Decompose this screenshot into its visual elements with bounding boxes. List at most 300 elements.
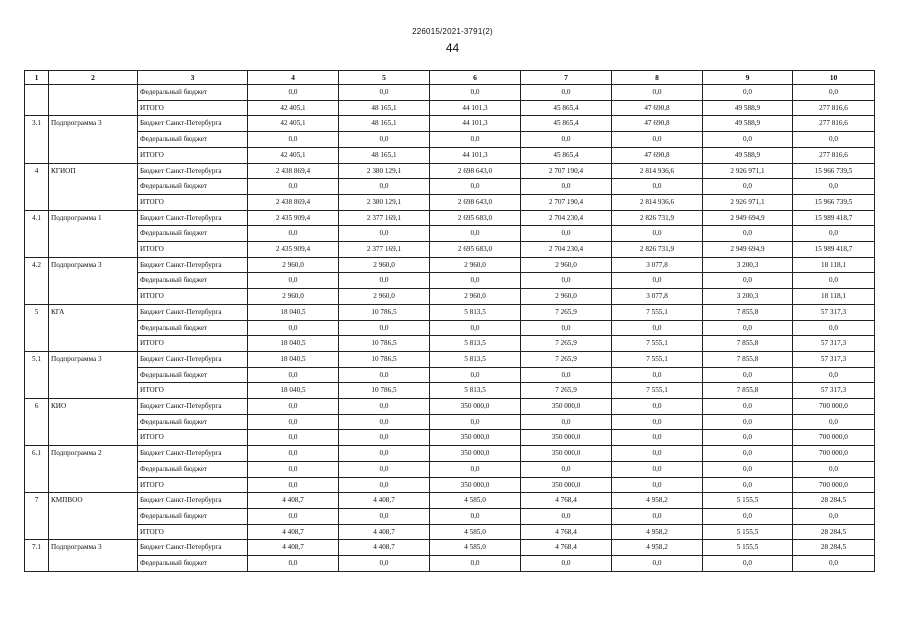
table-row (25, 194, 875, 210)
amount-cell: 0,0 (248, 399, 339, 415)
funding-source-cell: Бюджет Санкт-Петербурга (138, 540, 248, 556)
funding-source-cell: ИТОГО (138, 100, 248, 116)
amount-cell: 0,0 (430, 556, 521, 572)
amount-cell: 4 768,4 (521, 493, 612, 509)
amount-cell: 0,0 (339, 430, 430, 446)
amount-cell: 2 814 936,6 (612, 194, 703, 210)
amount-cell: 277 816,6 (793, 147, 875, 163)
amount-cell: 0,0 (248, 367, 339, 383)
amount-cell: 18 118,1 (793, 289, 875, 305)
amount-cell: 4 408,7 (339, 493, 430, 509)
program-name-cell: КГИОП (49, 163, 138, 210)
amount-cell: 350 000,0 (521, 477, 612, 493)
amount-cell: 2 960,0 (339, 257, 430, 273)
amount-cell: 28 284,5 (793, 493, 875, 509)
amount-cell: 0,0 (248, 430, 339, 446)
amount-cell: 350 000,0 (521, 430, 612, 446)
amount-cell: 7 555,1 (612, 304, 703, 320)
amount-cell: 0,0 (339, 446, 430, 462)
table-row (25, 289, 875, 305)
amount-cell: 350 000,0 (430, 399, 521, 415)
amount-cell: 0,0 (339, 477, 430, 493)
amount-cell: 0,0 (703, 273, 793, 289)
table-row (25, 461, 875, 477)
amount-cell: 49 588,9 (703, 100, 793, 116)
amount-cell: 49 588,9 (703, 116, 793, 132)
funding-source-cell: Федеральный бюджет (138, 179, 248, 195)
amount-cell: 0,0 (248, 273, 339, 289)
amount-cell: 0,0 (521, 273, 612, 289)
funding-source-cell: Бюджет Санкт-Петербурга (138, 210, 248, 226)
amount-cell: 10 786,5 (339, 383, 430, 399)
funding-source-cell: Федеральный бюджет (138, 226, 248, 242)
program-name-cell: КГА (49, 304, 138, 351)
program-name-cell: Подпрограмма 3 (49, 351, 138, 398)
amount-cell: 350 000,0 (430, 430, 521, 446)
amount-cell: 0,0 (430, 508, 521, 524)
amount-cell: 42 405,1 (248, 147, 339, 163)
amount-cell: 28 284,5 (793, 524, 875, 540)
amount-cell: 350 000,0 (521, 399, 612, 415)
row-index-cell: 4 (25, 163, 49, 210)
amount-cell: 0,0 (521, 226, 612, 242)
amount-cell: 3 200,3 (703, 289, 793, 305)
amount-cell: 7 855,8 (703, 336, 793, 352)
amount-cell: 3 200,3 (703, 257, 793, 273)
amount-cell: 0,0 (703, 461, 793, 477)
row-index-cell: 6.1 (25, 446, 49, 493)
amount-cell: 18 040,5 (248, 351, 339, 367)
amount-cell: 15 989 418,7 (793, 210, 875, 226)
amount-cell: 2 435 909,4 (248, 210, 339, 226)
row-index-cell: 3.1 (25, 116, 49, 163)
amount-cell: 2 960,0 (521, 257, 612, 273)
amount-cell: 350 000,0 (430, 446, 521, 462)
amount-cell: 45 865,4 (521, 116, 612, 132)
amount-cell: 7 855,8 (703, 351, 793, 367)
amount-cell: 5 155,5 (703, 524, 793, 540)
amount-cell: 7 555,1 (612, 383, 703, 399)
table-row (25, 242, 875, 258)
row-index-cell: 5 (25, 304, 49, 351)
amount-cell: 277 816,6 (793, 116, 875, 132)
table-row (25, 132, 875, 148)
amount-cell: 2 949 694,9 (703, 242, 793, 258)
program-name-cell (49, 85, 138, 116)
amount-cell: 15 966 739,5 (793, 163, 875, 179)
amount-cell: 4 408,7 (248, 540, 339, 556)
amount-cell: 0,0 (793, 85, 875, 101)
amount-cell: 7 265,9 (521, 383, 612, 399)
amount-cell: 0,0 (521, 85, 612, 101)
row-index-cell: 7 (25, 493, 49, 540)
funding-source-cell: ИТОГО (138, 147, 248, 163)
amount-cell: 7 265,9 (521, 351, 612, 367)
amount-cell: 7 265,9 (521, 304, 612, 320)
funding-source-cell: Федеральный бюджет (138, 556, 248, 572)
amount-cell: 4 958,2 (612, 524, 703, 540)
amount-cell: 2 960,0 (248, 257, 339, 273)
amount-cell: 0,0 (248, 461, 339, 477)
amount-cell: 0,0 (612, 446, 703, 462)
table-row (25, 446, 875, 462)
amount-cell: 5 813,5 (430, 304, 521, 320)
amount-cell: 2 377 169,1 (339, 242, 430, 258)
amount-cell: 0,0 (793, 508, 875, 524)
amount-cell: 0,0 (248, 132, 339, 148)
amount-cell: 0,0 (703, 446, 793, 462)
amount-cell: 0,0 (612, 320, 703, 336)
table-row (25, 351, 875, 367)
amount-cell: 4 585,0 (430, 524, 521, 540)
amount-cell: 0,0 (248, 85, 339, 101)
funding-source-cell: ИТОГО (138, 336, 248, 352)
column-header: 5 (339, 71, 430, 85)
amount-cell: 57 317,3 (793, 304, 875, 320)
amount-cell: 4 585,0 (430, 540, 521, 556)
amount-cell: 0,0 (703, 320, 793, 336)
table-row (25, 508, 875, 524)
amount-cell: 48 165,1 (339, 100, 430, 116)
funding-source-cell: Бюджет Санкт-Петербурга (138, 351, 248, 367)
amount-cell: 0,0 (793, 367, 875, 383)
amount-cell: 0,0 (248, 446, 339, 462)
amount-cell: 0,0 (521, 461, 612, 477)
amount-cell: 0,0 (339, 508, 430, 524)
amount-cell: 0,0 (248, 179, 339, 195)
amount-cell: 350 000,0 (521, 446, 612, 462)
amount-cell: 0,0 (339, 556, 430, 572)
amount-cell: 10 786,5 (339, 351, 430, 367)
amount-cell: 2 814 936,6 (612, 163, 703, 179)
amount-cell: 2 707 190,4 (521, 194, 612, 210)
amount-cell: 7 555,1 (612, 336, 703, 352)
amount-cell: 0,0 (612, 226, 703, 242)
table-row (25, 147, 875, 163)
table-row (25, 257, 875, 273)
amount-cell: 0,0 (430, 367, 521, 383)
amount-cell: 0,0 (703, 132, 793, 148)
amount-cell: 0,0 (612, 399, 703, 415)
program-name-cell: КИО (49, 399, 138, 446)
table-row (25, 116, 875, 132)
amount-cell: 47 690,8 (612, 116, 703, 132)
amount-cell: 0,0 (339, 85, 430, 101)
funding-source-cell: Федеральный бюджет (138, 85, 248, 101)
row-index-cell: 5.1 (25, 351, 49, 398)
amount-cell: 44 101,3 (430, 100, 521, 116)
amount-cell: 0,0 (612, 414, 703, 430)
amount-cell: 0,0 (612, 461, 703, 477)
amount-cell: 0,0 (430, 273, 521, 289)
amount-cell: 18 040,5 (248, 383, 339, 399)
amount-cell: 0,0 (339, 367, 430, 383)
amount-cell: 57 317,3 (793, 383, 875, 399)
amount-cell: 0,0 (793, 556, 875, 572)
amount-cell: 2 380 129,1 (339, 163, 430, 179)
amount-cell: 0,0 (521, 179, 612, 195)
amount-cell: 0,0 (703, 414, 793, 430)
amount-cell: 0,0 (612, 179, 703, 195)
amount-cell: 18 040,5 (248, 336, 339, 352)
amount-cell: 0,0 (793, 226, 875, 242)
amount-cell: 0,0 (430, 461, 521, 477)
column-header: 1 (25, 71, 49, 85)
amount-cell: 47 690,8 (612, 100, 703, 116)
table-row (25, 399, 875, 415)
amount-cell: 2 960,0 (521, 289, 612, 305)
program-name-cell: Подпрограмма 3 (49, 540, 138, 571)
funding-source-cell: ИТОГО (138, 524, 248, 540)
amount-cell: 0,0 (703, 477, 793, 493)
table-row (25, 320, 875, 336)
table-header-row (25, 71, 875, 85)
column-header: 10 (793, 71, 875, 85)
funding-source-cell: Федеральный бюджет (138, 132, 248, 148)
amount-cell: 5 813,5 (430, 351, 521, 367)
program-name-cell: Подпрограмма 1 (49, 210, 138, 257)
amount-cell: 7 855,8 (703, 304, 793, 320)
amount-cell: 4 408,7 (339, 540, 430, 556)
amount-cell: 0,0 (703, 85, 793, 101)
amount-cell: 44 101,3 (430, 116, 521, 132)
amount-cell: 0,0 (339, 273, 430, 289)
table-row (25, 210, 875, 226)
amount-cell: 2 438 869,4 (248, 194, 339, 210)
amount-cell: 2 960,0 (430, 289, 521, 305)
amount-cell: 2 707 190,4 (521, 163, 612, 179)
amount-cell: 57 317,3 (793, 351, 875, 367)
amount-cell: 4 408,7 (248, 493, 339, 509)
amount-cell: 0,0 (521, 320, 612, 336)
amount-cell: 0,0 (248, 556, 339, 572)
amount-cell: 350 000,0 (430, 477, 521, 493)
amount-cell: 18 118,1 (793, 257, 875, 273)
amount-cell: 0,0 (339, 179, 430, 195)
amount-cell: 2 435 909,4 (248, 242, 339, 258)
amount-cell: 10 786,5 (339, 304, 430, 320)
amount-cell: 7 855,8 (703, 383, 793, 399)
funding-source-cell: Бюджет Санкт-Петербурга (138, 446, 248, 462)
amount-cell: 700 000,0 (793, 399, 875, 415)
row-index-cell: 7.1 (25, 540, 49, 571)
amount-cell: 0,0 (612, 556, 703, 572)
amount-cell: 2 960,0 (339, 289, 430, 305)
amount-cell: 2 377 169,1 (339, 210, 430, 226)
amount-cell: 45 865,4 (521, 100, 612, 116)
amount-cell: 10 786,5 (339, 336, 430, 352)
amount-cell: 0,0 (793, 414, 875, 430)
amount-cell: 0,0 (339, 399, 430, 415)
amount-cell: 0,0 (703, 508, 793, 524)
amount-cell: 2 695 683,0 (430, 242, 521, 258)
amount-cell: 5 813,5 (430, 336, 521, 352)
amount-cell: 0,0 (793, 320, 875, 336)
funding-source-cell: Федеральный бюджет (138, 367, 248, 383)
funding-source-cell: Федеральный бюджет (138, 508, 248, 524)
table-row (25, 85, 875, 101)
amount-cell: 7 555,1 (612, 351, 703, 367)
amount-cell: 277 816,6 (793, 100, 875, 116)
amount-cell: 0,0 (430, 85, 521, 101)
amount-cell: 0,0 (703, 226, 793, 242)
funding-source-cell: Бюджет Санкт-Петербурга (138, 399, 248, 415)
amount-cell: 7 265,9 (521, 336, 612, 352)
funding-source-cell: Федеральный бюджет (138, 320, 248, 336)
amount-cell: 0,0 (612, 508, 703, 524)
amount-cell: 0,0 (339, 226, 430, 242)
table-row (25, 226, 875, 242)
program-name-cell: Подпрограмма 2 (49, 446, 138, 493)
amount-cell: 4 768,4 (521, 524, 612, 540)
amount-cell: 18 040,5 (248, 304, 339, 320)
amount-cell: 2 438 869,4 (248, 163, 339, 179)
funding-source-cell: ИТОГО (138, 430, 248, 446)
amount-cell: 0,0 (521, 367, 612, 383)
budget-table (24, 70, 875, 572)
document-id: 226015/2021-3791(2) (412, 27, 493, 36)
amount-cell: 5 813,5 (430, 383, 521, 399)
table-row (25, 179, 875, 195)
amount-cell: 0,0 (793, 179, 875, 195)
amount-cell: 47 690,8 (612, 147, 703, 163)
amount-cell: 0,0 (793, 273, 875, 289)
amount-cell: 44 101,3 (430, 147, 521, 163)
amount-cell: 0,0 (339, 461, 430, 477)
amount-cell: 2 380 129,1 (339, 194, 430, 210)
table-row (25, 430, 875, 446)
amount-cell: 2 826 731,9 (612, 210, 703, 226)
table-row (25, 477, 875, 493)
amount-cell: 0,0 (430, 226, 521, 242)
amount-cell: 0,0 (612, 477, 703, 493)
page-number: 44 (445, 41, 460, 55)
amount-cell: 2 926 971,1 (703, 194, 793, 210)
amount-cell: 0,0 (521, 508, 612, 524)
table-row (25, 524, 875, 540)
column-header: 2 (49, 71, 138, 85)
amount-cell: 0,0 (248, 320, 339, 336)
amount-cell: 2 960,0 (248, 289, 339, 305)
table-row (25, 304, 875, 320)
amount-cell: 0,0 (612, 367, 703, 383)
funding-source-cell: Бюджет Санкт-Петербурга (138, 257, 248, 273)
funding-source-cell: Федеральный бюджет (138, 273, 248, 289)
amount-cell: 0,0 (703, 399, 793, 415)
amount-cell: 0,0 (430, 179, 521, 195)
amount-cell: 2 704 230,4 (521, 210, 612, 226)
table-row (25, 336, 875, 352)
program-name-cell: КМПВОО (49, 493, 138, 540)
table-row (25, 273, 875, 289)
amount-cell: 48 165,1 (339, 116, 430, 132)
amount-cell: 3 077,8 (612, 289, 703, 305)
table-row (25, 493, 875, 509)
amount-cell: 0,0 (248, 477, 339, 493)
amount-cell: 4 408,7 (339, 524, 430, 540)
column-header: 4 (248, 71, 339, 85)
column-header: 8 (612, 71, 703, 85)
amount-cell: 42 405,1 (248, 100, 339, 116)
amount-cell: 0,0 (339, 320, 430, 336)
amount-cell: 0,0 (612, 430, 703, 446)
amount-cell: 4 585,0 (430, 493, 521, 509)
amount-cell: 42 405,1 (248, 116, 339, 132)
amount-cell: 0,0 (521, 132, 612, 148)
program-name-cell: Подпрограмма 3 (49, 257, 138, 304)
amount-cell: 0,0 (703, 179, 793, 195)
table-row (25, 414, 875, 430)
amount-cell: 15 966 739,5 (793, 194, 875, 210)
amount-cell: 15 989 418,7 (793, 242, 875, 258)
amount-cell: 2 698 643,0 (430, 194, 521, 210)
amount-cell: 0,0 (521, 556, 612, 572)
table-row (25, 540, 875, 556)
amount-cell: 0,0 (248, 508, 339, 524)
funding-source-cell: Бюджет Санкт-Петербурга (138, 163, 248, 179)
amount-cell: 0,0 (339, 414, 430, 430)
amount-cell: 0,0 (793, 132, 875, 148)
funding-source-cell: ИТОГО (138, 194, 248, 210)
amount-cell: 0,0 (430, 414, 521, 430)
table-row (25, 383, 875, 399)
funding-source-cell: ИТОГО (138, 242, 248, 258)
amount-cell: 4 768,4 (521, 540, 612, 556)
funding-source-cell: Федеральный бюджет (138, 414, 248, 430)
amount-cell: 4 958,2 (612, 540, 703, 556)
program-name-cell: Подпрограмма 3 (49, 116, 138, 163)
amount-cell: 2 698 643,0 (430, 163, 521, 179)
amount-cell: 0,0 (793, 461, 875, 477)
funding-source-cell: ИТОГО (138, 289, 248, 305)
funding-source-cell: Федеральный бюджет (138, 461, 248, 477)
table-row (25, 367, 875, 383)
row-index-cell: 6 (25, 399, 49, 446)
funding-source-cell: ИТОГО (138, 477, 248, 493)
amount-cell: 0,0 (612, 273, 703, 289)
amount-cell: 4 408,7 (248, 524, 339, 540)
funding-source-cell: ИТОГО (138, 383, 248, 399)
table-row (25, 163, 875, 179)
amount-cell: 49 588,9 (703, 147, 793, 163)
amount-cell: 57 317,3 (793, 336, 875, 352)
amount-cell: 0,0 (703, 367, 793, 383)
amount-cell: 48 165,1 (339, 147, 430, 163)
funding-source-cell: Бюджет Санкт-Петербурга (138, 493, 248, 509)
column-header: 6 (430, 71, 521, 85)
amount-cell: 2 960,0 (430, 257, 521, 273)
amount-cell: 5 155,5 (703, 493, 793, 509)
amount-cell: 700 000,0 (793, 430, 875, 446)
row-index-cell: 4.1 (25, 210, 49, 257)
amount-cell: 2 949 694,9 (703, 210, 793, 226)
amount-cell: 2 695 683,0 (430, 210, 521, 226)
funding-source-cell: Бюджет Санкт-Петербурга (138, 116, 248, 132)
amount-cell: 2 926 971,1 (703, 163, 793, 179)
amount-cell: 5 155,5 (703, 540, 793, 556)
amount-cell: 2 826 731,9 (612, 242, 703, 258)
amount-cell: 0,0 (248, 226, 339, 242)
table-row (25, 100, 875, 116)
amount-cell: 700 000,0 (793, 446, 875, 462)
amount-cell: 2 704 230,4 (521, 242, 612, 258)
table-body (25, 85, 875, 572)
amount-cell: 0,0 (339, 132, 430, 148)
column-header: 3 (138, 71, 248, 85)
table-row (25, 556, 875, 572)
amount-cell: 0,0 (430, 320, 521, 336)
amount-cell: 4 958,2 (612, 493, 703, 509)
